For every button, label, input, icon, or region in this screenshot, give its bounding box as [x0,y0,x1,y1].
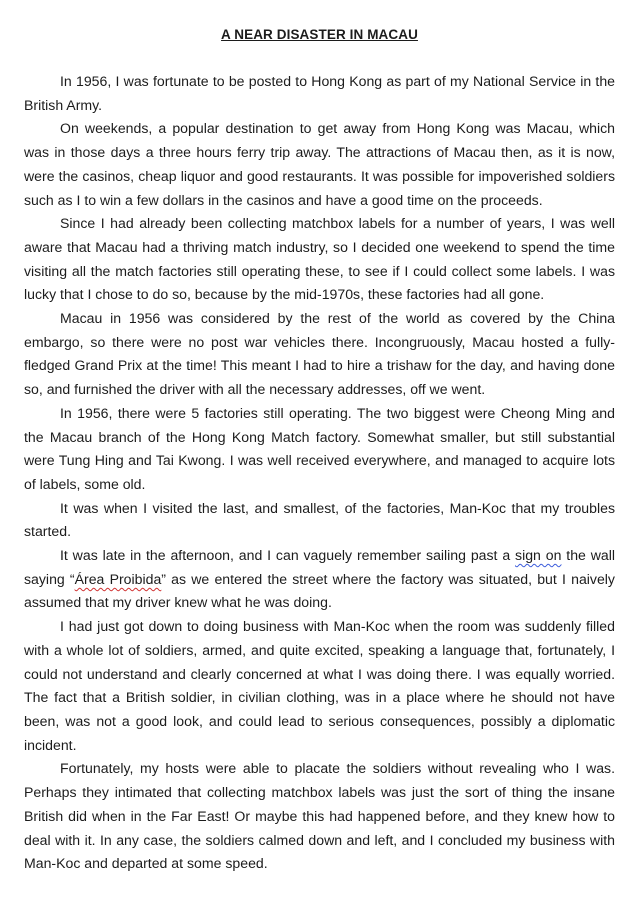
paragraph-7-text-a: It was late in the afternoon, and I can vaguely remember sailing past a [60,547,516,564]
paragraph-7-text-c: ” as we entered the street where the factory was situated, but I naively assumed that my driver knew what he was doing. [24,570,615,611]
paragraph-7 [24,544,615,615]
grammar-flag-sign-on: sign on [515,547,562,564]
document-title: A NEAR DISASTER IN MACAU [221,27,418,42]
paragraph-4: Macau in 1956 was considered by the rest of the world as covered by the China embargo, so there were no post war vehicles there. Incongruously, Macau hosted a fully-fledged Grand Prix at the time! This meant I had to hire a trishaw for the day, and having done so, and furnished the driver with all the necessary addresses, off we went. [24,310,615,398]
paragraph-8: I had just got down to doing business with Man-Koc when the room was suddenly filled with a whole lot of soldiers, armed, and quite excited, speaking a language that, fortunately, I could not understand and clearly concerned at what I was doing there. I was equally worried. The fact that a British soldier, in civilian clothing, was in a place where he should not have been, was not a good look, and could lead to serious consequences, possibly a diplomatic incident. [24,618,615,753]
paragraph-2: On weekends, a popular destination to get away from Hong Kong was Macau, which was in those days a three hours ferry trip away. The attractions of Macau then, as it is now, were the casinos, cheap liquor and good restaurants. It was possible for impoverished soldiers such as I to win a few dollars in the casinos and have a good time on the proceeds. [24,120,615,208]
paragraph-6: It was when I visited the last, and smallest, of the factories, Man-Koc that my troubles started. [24,499,615,540]
paragraph-1: In 1956, I was fortunate to be posted to Hong Kong as part of my National Service in the British Army. [24,73,615,113]
paragraph-3: Since I had already been collecting matchbox labels for a number of years, I was well aware that Macau had a thriving match industry, so I decided one weekend to spend the time visiting all the match factories still operating these, to see if I could collect some labels. I was lucky that I chose to do so, because by the mid-1970s, these factories had all gone. [24,215,615,303]
paragraph-5: In 1956, there were 5 factories still operating. The two biggest were Cheong Ming and the Macau branch of the Hong Kong Match factory. Somewhat smaller, but still substantial were Tung Hing and Tai Kwong. I was well received everywhere, and managed to acquire lots of labels, some old. [24,404,615,492]
paragraph-9: Fortunately, my hosts were able to placate the soldiers without revealing who I was. Perhaps they intimated that collecting matchbox labels was just the sort of thing the insane British did when in the Far East! Or maybe this had happened before, and they knew how to deal with it. In any case, the soldiers calmed down and left, and I concluded my business with Man-Koc and departed at some speed. [24,760,615,872]
paragraph-7-text-b: the wall saying “ [24,547,616,587]
spelling-flag-area-proibida: Área Proibida [74,570,162,587]
